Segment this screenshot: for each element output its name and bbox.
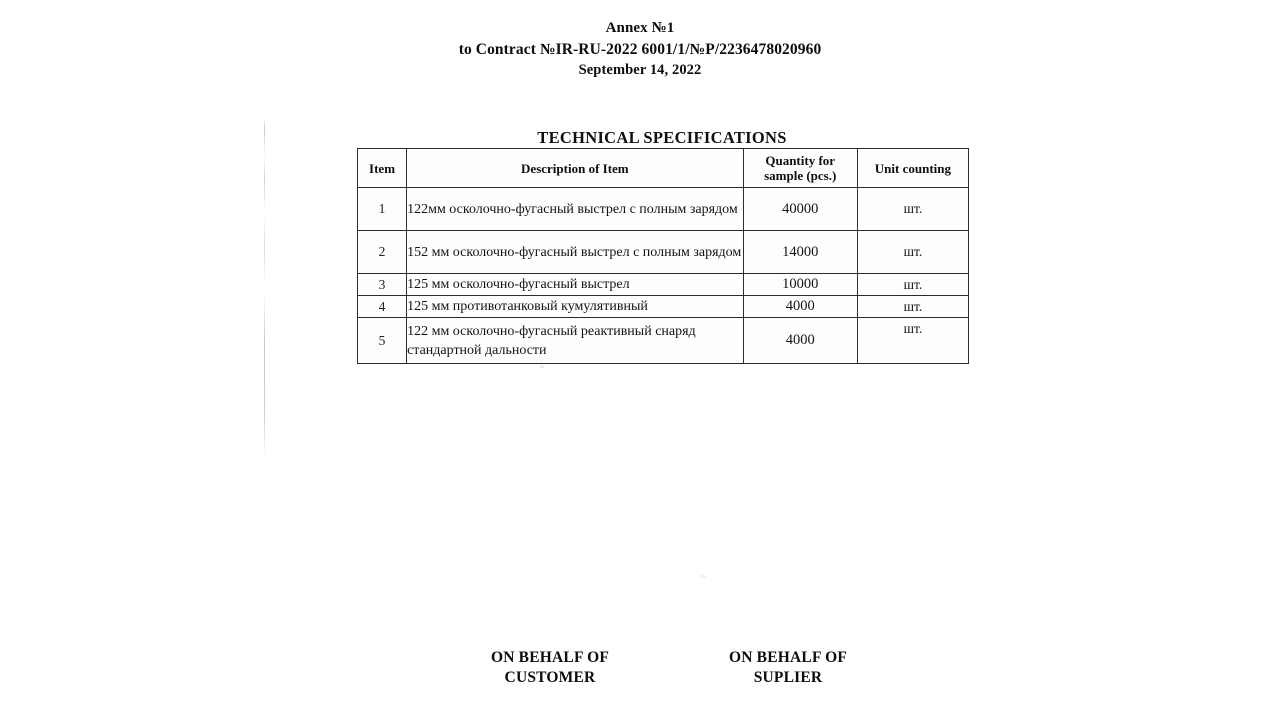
cell-quantity: 14000 xyxy=(743,231,857,274)
signature-block-suplier xyxy=(658,648,918,688)
document-header xyxy=(0,18,1280,81)
table-row xyxy=(358,231,969,274)
cell-description: 125 мм осколочно-фугасный выстрел xyxy=(407,274,744,296)
cell-item: 2 xyxy=(358,231,407,274)
cell-description: 152 мм осколочно-фугасный выстрел с полным зарядом xyxy=(407,231,744,274)
column-header-description: Description of Item xyxy=(407,149,744,188)
cell-unit: шт. xyxy=(857,296,968,318)
cell-unit: шт. xyxy=(857,231,968,274)
cell-unit: шт. xyxy=(857,188,968,231)
suplier-line-2: SUPLIER xyxy=(753,669,823,686)
table-row xyxy=(358,296,969,318)
table-row xyxy=(358,188,969,231)
table-row xyxy=(358,274,969,296)
column-header-quantity xyxy=(743,149,857,188)
cell-item: 1 xyxy=(358,188,407,231)
cell-quantity: 10000 xyxy=(743,274,857,296)
customer-line-1: ON BEHALF OF xyxy=(490,649,610,666)
table-header-row xyxy=(358,149,969,188)
table-title: TECHNICAL SPECIFICATIONS xyxy=(537,128,787,147)
cell-description: 122мм осколочно-фугасный выстрел с полным зарядом xyxy=(407,188,744,231)
cell-item: 4 xyxy=(358,296,407,318)
scan-speck xyxy=(540,365,544,368)
suplier-line-1: ON BEHALF OF xyxy=(728,649,848,666)
table-row xyxy=(358,318,969,364)
specifications-table-container xyxy=(357,148,969,364)
cell-unit: шт. xyxy=(857,318,968,364)
column-header-item: Item xyxy=(358,149,407,188)
cell-item: 3 xyxy=(358,274,407,296)
scan-speck xyxy=(700,575,706,578)
cell-quantity: 40000 xyxy=(743,188,857,231)
annex-number: Annex №1 xyxy=(605,20,675,36)
contract-reference: to Contract №IR-RU-2022 6001/1/№P/2236478020960 xyxy=(458,41,822,58)
column-header-unit: Unit counting xyxy=(857,149,968,188)
column-header-quantity-line2: sample (pcs.) xyxy=(764,168,837,183)
cell-description: 122 мм осколочно-фугасный реактивный снаряд стандартной дальности xyxy=(407,318,744,364)
specifications-table xyxy=(357,148,969,364)
column-header-quantity-line1: Quantity for xyxy=(765,153,836,168)
document-date: September 14, 2022 xyxy=(578,62,702,78)
signature-block-customer xyxy=(420,648,680,688)
customer-line-2: CUSTOMER xyxy=(504,669,596,686)
scan-edge-artifact xyxy=(264,118,265,458)
cell-unit: шт. xyxy=(857,274,968,296)
cell-quantity: 4000 xyxy=(743,296,857,318)
cell-item: 5 xyxy=(358,318,407,364)
cell-description: 125 мм противотанковый кумулятивный xyxy=(407,296,744,318)
cell-quantity: 4000 xyxy=(743,318,857,364)
